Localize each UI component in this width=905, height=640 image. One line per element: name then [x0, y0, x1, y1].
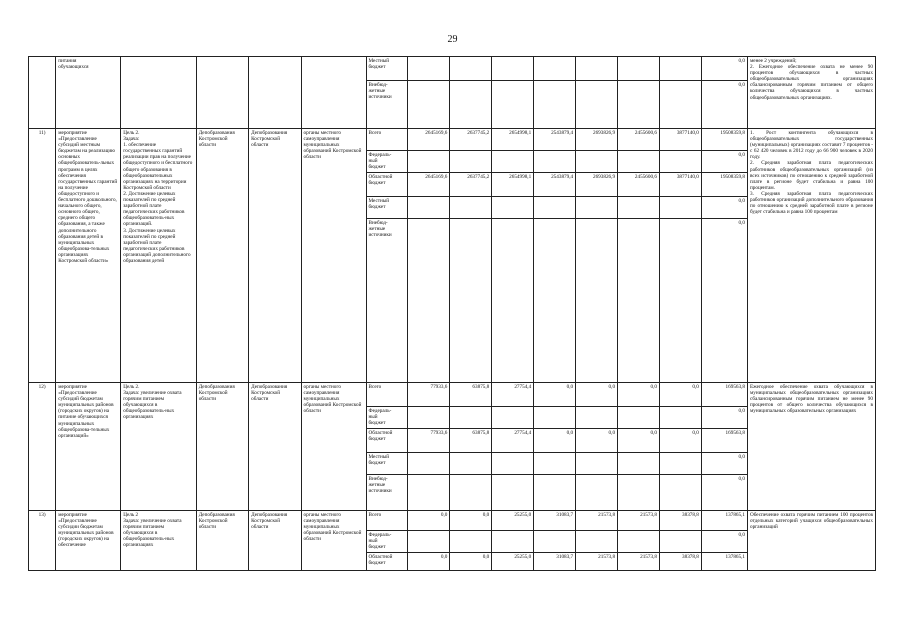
funding-value — [534, 531, 576, 553]
table-row — [29, 383, 876, 407]
funding-value: 21573,8 — [618, 553, 660, 571]
funding-value: 2455600,6 — [618, 173, 660, 197]
funding-value — [659, 475, 701, 511]
funding-source-label: Всего — [366, 511, 408, 531]
funding-value — [576, 453, 618, 475]
funding-value — [450, 197, 492, 219]
measure-cell: мероприятие «Предоставление субсидий бюджетам муниципальных районов (городских округов) на питание обучающихся муниципальных общеобразова-тельных организаций» — [56, 383, 121, 511]
funding-value: 19508359,8 — [701, 173, 747, 197]
funding-source-label: Внебюд- жетные источники — [366, 219, 408, 383]
funding-value: 21573,8 — [576, 553, 618, 571]
funding-value: 2645169,6 — [408, 173, 450, 197]
funding-value: 0,0 — [450, 511, 492, 531]
funding-value — [534, 197, 576, 219]
funding-value: 31083,7 — [534, 553, 576, 571]
empty-cell — [249, 57, 301, 129]
funding-value: 137865,1 — [701, 553, 747, 571]
funding-source-label: Местный бюджет — [366, 57, 408, 81]
funding-value: 2693826,9 — [576, 129, 618, 151]
funding-value: 0,0 — [534, 383, 576, 407]
table-row — [29, 129, 876, 151]
funding-value — [450, 219, 492, 383]
funding-value — [659, 219, 701, 383]
funding-value — [576, 219, 618, 383]
funding-value: 77933,6 — [408, 429, 450, 453]
funding-source-label: Областной бюджет — [366, 173, 408, 197]
funding-value: 63875,8 — [450, 383, 492, 407]
funding-value: 169563,8 — [701, 383, 747, 407]
funding-value: 0,0 — [618, 383, 660, 407]
table-row — [29, 511, 876, 531]
funding-value: 38378,8 — [659, 511, 701, 531]
funding-value — [576, 151, 618, 173]
funding-value — [492, 219, 534, 383]
funding-value — [576, 197, 618, 219]
funding-value — [576, 475, 618, 511]
funding-value: 0,0 — [450, 553, 492, 571]
executor-cell: органы местного самоуправления муниципальных образований Костромской области — [301, 129, 366, 383]
funding-source-label: Местный бюджет — [366, 197, 408, 219]
funding-value: 0,0 — [408, 511, 450, 531]
funding-value: 0,0 — [701, 151, 747, 173]
funding-value: 0,0 — [576, 429, 618, 453]
coordinator-cell: Депобразования Костромской области — [249, 383, 301, 511]
funding-value: 3877140,0 — [659, 173, 701, 197]
funding-value — [492, 531, 534, 553]
customer-cell: Депобразования Костромской области — [196, 383, 248, 511]
funding-value: 0,0 — [618, 429, 660, 453]
funding-source-label: Внебюд- жетные источники — [366, 475, 408, 511]
row-number-cell — [29, 57, 56, 129]
funding-value: 137865,1 — [701, 511, 747, 531]
funding-value — [408, 475, 450, 511]
task-cell: Цель 2 Задача: увеличение охвата горячим питанием обучающихся в общеобразователь-ных организациях — [121, 511, 196, 571]
result-cell: Обеспечение охвата горячим питанием 100 процентов отдельных категорий учащихся общеобразовательных организаций — [747, 511, 875, 571]
funding-value: 0,0 — [701, 81, 747, 129]
executor-cell: органы местного самоуправления муниципальных образований Костромской области — [301, 511, 366, 571]
funding-value — [492, 475, 534, 511]
funding-value — [408, 407, 450, 429]
funding-value — [576, 57, 618, 81]
funding-value — [618, 197, 660, 219]
funding-value — [408, 531, 450, 553]
funding-value: 2543879,4 — [534, 129, 576, 151]
funding-value: 31083,7 — [534, 511, 576, 531]
funding-value: 27754,4 — [492, 429, 534, 453]
funding-value: 0,0 — [659, 383, 701, 407]
funding-value: 27754,4 — [492, 383, 534, 407]
funding-value — [618, 407, 660, 429]
funding-value — [492, 81, 534, 129]
funding-value: 0,0 — [576, 383, 618, 407]
funding-value: 0,0 — [701, 475, 747, 511]
funding-value — [450, 407, 492, 429]
measure-cell: питания обучающихся — [56, 57, 121, 129]
funding-value — [492, 197, 534, 219]
funding-value — [576, 407, 618, 429]
funding-value — [450, 475, 492, 511]
funding-value — [618, 81, 660, 129]
funding-value — [408, 57, 450, 81]
customer-cell: Депобразования Костромской области — [196, 129, 248, 383]
funding-value — [450, 81, 492, 129]
empty-cell — [121, 57, 196, 129]
funding-value — [450, 453, 492, 475]
coordinator-cell: Депобразования Костромской области — [249, 511, 301, 571]
funding-value — [534, 219, 576, 383]
funding-value — [618, 531, 660, 553]
funding-value: 2654998,1 — [492, 173, 534, 197]
funding-value — [659, 197, 701, 219]
row-number-cell: 13) — [29, 511, 56, 571]
funding-value: 0,0 — [701, 453, 747, 475]
funding-value — [618, 453, 660, 475]
funding-value: 0,0 — [701, 219, 747, 383]
funding-value — [534, 475, 576, 511]
funding-value: 0,0 — [701, 197, 747, 219]
funding-value — [659, 151, 701, 173]
funding-source-label: Всего — [366, 129, 408, 151]
funding-source-label: Федераль- ный бюджет — [366, 531, 408, 553]
funding-value — [492, 453, 534, 475]
funding-source-label: Областной бюджет — [366, 429, 408, 453]
funding-value — [659, 531, 701, 553]
funding-value: 2543879,4 — [534, 173, 576, 197]
result-cell: менее 2 учреждений; 2. Ежегодное обеспечение охвата не менее 90 процентов обучающихся в частных общеобразовательных организациях сбалансированным горячим питанием от общего количества обучающихся в частных общеобразовательных организациях. — [747, 57, 875, 129]
task-cell: Цель 2. Задача: увеличение охвата горячим питанием обучающихся в общеобразователь-ных организациях — [121, 383, 196, 511]
funding-value — [408, 197, 450, 219]
funding-value: 63875,8 — [450, 429, 492, 453]
funding-source-label: Всего — [366, 383, 408, 407]
funding-value: 2637745,2 — [450, 129, 492, 151]
funding-value — [534, 151, 576, 173]
funding-value — [408, 219, 450, 383]
table-row — [29, 57, 876, 81]
funding-value: 2693826,9 — [576, 173, 618, 197]
funding-value — [408, 81, 450, 129]
funding-value — [492, 151, 534, 173]
funding-value: 2654998,1 — [492, 129, 534, 151]
coordinator-cell: Депобразования Костромской области — [249, 129, 301, 383]
funding-value: 21573,8 — [618, 511, 660, 531]
funding-value: 0,0 — [701, 57, 747, 81]
funding-value — [450, 151, 492, 173]
result-cell: Ежегодное обеспечение охвата обучающихся в муниципальных общеобразовательных организациях сбалансированным горячим питанием не менее 90 процентов от общего количества обучающихся в муниципальных образовательных организациях — [747, 383, 875, 511]
funding-value — [659, 57, 701, 81]
funding-value: 2455600,6 — [618, 129, 660, 151]
funding-value — [534, 453, 576, 475]
funding-value: 38378,8 — [659, 553, 701, 571]
result-cell: 1. Рост контингента обучающихся в общеобразовательных государственных (муниципальных) организациях составит 7 процентов - с 62 420 человек в 2012 году до 66 900 человек в 2020 году. 2. Средняя заработная плата педагогических работников общеобразовательных организаций (из всех источников) по отношению к средней заработной плате в регионе будет стабильна и равна 100 процентам. 3. Средняя заработная плата педагогических работников организаций дополнительного образования по отношению к средней заработной плате в регионе будет стабильна и равна 100 процентам — [747, 129, 875, 383]
funding-value — [659, 453, 701, 475]
funding-value: 0,0 — [701, 531, 747, 553]
funding-value: 21573,8 — [576, 511, 618, 531]
funding-value: 2637745,2 — [450, 173, 492, 197]
page-number: 29 — [447, 34, 458, 45]
funding-source-label: Областной бюджет — [366, 553, 408, 571]
funding-value — [659, 407, 701, 429]
funding-value: 25255,0 — [492, 511, 534, 531]
funding-value — [618, 151, 660, 173]
row-number-cell: 12) — [29, 383, 56, 511]
executor-cell: органы местного самоуправления муниципальных образований Костромской области — [301, 383, 366, 511]
funding-value: 169563,8 — [701, 429, 747, 453]
funding-value: 25255,0 — [492, 553, 534, 571]
measure-cell: мероприятие «Предоставление субсидий местным бюджетам на реализацию основных общеобразователь-льных программ в целях обеспечения государственных гарантий на получение общедоступного и бесплатного дошкольного, начального общего, основного общего, среднего общего образования, а также дополнительного образования детей в муниципальных общеобразова-тельных организациях Костромской области» — [56, 129, 121, 383]
funding-value — [534, 57, 576, 81]
measure-cell: мероприятие «Предоставление субсидии бюджетам муниципальных районов (городских округов) на обеспечение — [56, 511, 121, 571]
funding-source-label: Федераль- ный бюджет — [366, 151, 408, 173]
funding-value — [408, 453, 450, 475]
program-table — [28, 56, 876, 571]
funding-value — [492, 57, 534, 81]
funding-value — [534, 407, 576, 429]
funding-value — [618, 475, 660, 511]
funding-value: 2645169,6 — [408, 129, 450, 151]
row-number-cell: 11) — [29, 129, 56, 383]
funding-value — [408, 151, 450, 173]
task-cell: Цель 2. Задача: 1. обеспечение государственных гарантий реализации прав на получение общедоступного и бесплатного общего образования в общеобразовательных организациях на территории Костромской области 2. Достижение целевых показателей по средней заработной плате педагогических работников общеобразователь-ных организаций. 3. Достижение целевых показателей по средней заработной плате педагогических работников организаций дополнительного образования детей — [121, 129, 196, 383]
funding-value: 0,0 — [701, 407, 747, 429]
empty-cell — [301, 57, 366, 129]
funding-value — [576, 531, 618, 553]
funding-source-label: Местный бюджет — [366, 453, 408, 475]
funding-source-label: Внебюд- жетные источники — [366, 81, 408, 129]
funding-value — [534, 81, 576, 129]
funding-value — [618, 57, 660, 81]
funding-value — [450, 57, 492, 81]
funding-value — [492, 407, 534, 429]
funding-value: 77933,6 — [408, 383, 450, 407]
funding-value: 0,0 — [534, 429, 576, 453]
customer-cell: Депобразования Костромской области — [196, 511, 248, 571]
funding-value — [659, 81, 701, 129]
funding-value — [618, 219, 660, 383]
funding-value: 19508359,8 — [701, 129, 747, 151]
funding-value: 0,0 — [659, 429, 701, 453]
empty-cell — [196, 57, 248, 129]
funding-value: 0,0 — [408, 553, 450, 571]
funding-value — [576, 81, 618, 129]
funding-source-label: Федераль- ный бюджет — [366, 407, 408, 429]
funding-value — [450, 531, 492, 553]
funding-value: 3877140,0 — [659, 129, 701, 151]
